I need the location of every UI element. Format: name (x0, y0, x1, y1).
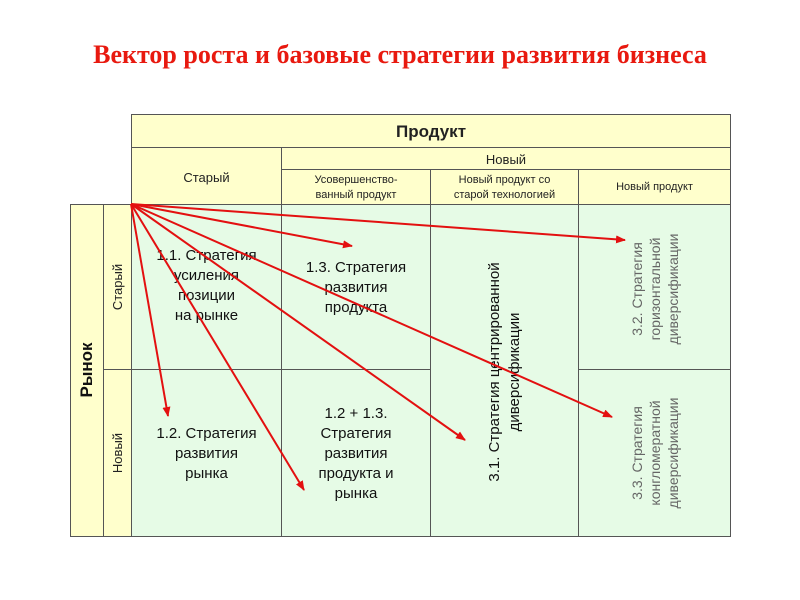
header-new-product-label: Новый продукт (616, 181, 693, 193)
header-market-old-label: Старый (110, 263, 125, 311)
strategy-1-2-1-3: 1.2 + 1.3. Стратегия развития продукта и рынка (318, 405, 394, 502)
arrow-to-3-2 (131, 204, 625, 240)
strategy-1-3: 1.3. Стратегия развития продукта (305, 259, 407, 316)
strategy-1-1: 1.1. Стратегия усиления позиции на рынке (156, 247, 257, 324)
header-improved-product-label: Усовершенство- ванный продукт (314, 174, 398, 201)
header-product-old-label: Старый (183, 170, 230, 185)
header-product-label: Продукт (395, 122, 467, 141)
strategy-3-3: 3.3. Стратегия конгломератной диверсификации (629, 397, 681, 509)
arrow-to-3-3 (131, 204, 612, 417)
header-market-label: Рынок (77, 342, 96, 398)
strategy-3-1: 3.1. Стратегия центрированной диверсификации (486, 262, 523, 482)
header-product-new-label: Новый (485, 152, 527, 167)
page-title: Вектор роста и базовые стратегии развития бизнеса (93, 40, 707, 69)
header-new-old-tech-label: Новый продукт со старой технологией (453, 174, 556, 201)
header-market-new-label: Новый (110, 432, 125, 474)
strategy-3-2: 3.2. Стратегия горизонтальной диверсификации (629, 233, 681, 345)
arrow-to-3-1 (131, 204, 465, 440)
arrow-to-1-3 (131, 204, 352, 246)
strategy-1-2: 1.2. Стратегия развития рынка (156, 425, 257, 482)
